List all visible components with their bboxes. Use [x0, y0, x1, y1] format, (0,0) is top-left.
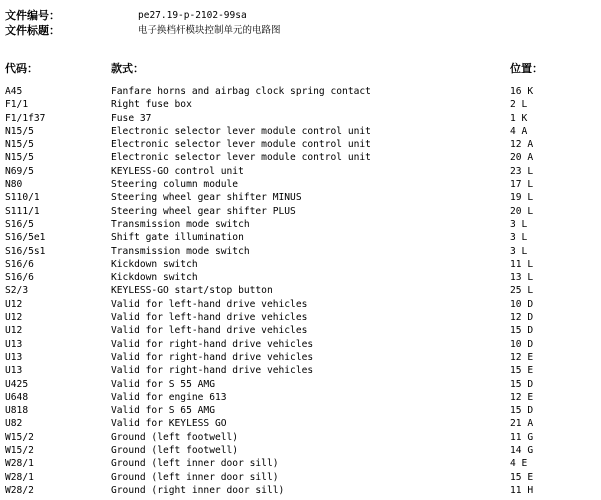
component-description: Valid for right-hand drive vehicles — [111, 338, 314, 350]
component-description: Ground (right inner door sill) — [111, 484, 285, 496]
component-description: Valid for engine 613 — [111, 391, 227, 403]
component-description: Shift gate illumination — [111, 232, 244, 244]
component-code: W28/2 — [5, 484, 34, 496]
column-header-code: 代码： — [5, 62, 38, 75]
component-description: Valid for left-hand drive vehicles — [111, 298, 308, 310]
doc-title-label: 文件标题： — [5, 24, 60, 37]
table-row — [5, 218, 601, 231]
component-position: 4 E — [510, 458, 528, 470]
component-position: 23 L — [510, 165, 534, 177]
component-code: N15/5 — [5, 125, 34, 137]
table-row — [5, 205, 601, 218]
component-description: Fanfare horns and airbag clock spring contact — [111, 86, 371, 97]
component-code: S16/5 — [5, 218, 34, 230]
table-row — [5, 471, 601, 484]
component-position: 15 D — [510, 325, 534, 337]
component-code: F1/1f37 — [5, 112, 46, 124]
table-row — [5, 404, 601, 417]
component-position: 21 A — [510, 418, 534, 430]
component-position: 20 A — [510, 152, 534, 164]
component-position: 10 D — [510, 338, 534, 350]
table-row — [5, 178, 601, 191]
component-description: Valid for KEYLESS GO — [111, 418, 227, 430]
component-code: S2/3 — [5, 285, 29, 297]
component-position: 12 E — [510, 351, 534, 363]
component-code: W28/1 — [5, 458, 34, 470]
component-description: Fuse 37 — [111, 112, 152, 124]
component-description: Valid for left-hand drive vehicles — [111, 325, 308, 337]
component-position: 11 G — [510, 431, 534, 443]
component-list — [5, 85, 601, 497]
table-row — [5, 351, 601, 364]
component-code: N69/5 — [5, 165, 34, 177]
table-row — [5, 378, 601, 391]
component-position: 3 L — [510, 245, 528, 257]
table-row — [5, 417, 601, 430]
component-description: Ground (left footwell) — [111, 445, 239, 457]
table-row — [5, 125, 601, 138]
component-code: S16/6 — [5, 272, 34, 284]
component-code: U818 — [5, 405, 29, 417]
component-description: Valid for S 55 AMG — [111, 378, 215, 390]
component-position: 13 L — [510, 272, 534, 284]
table-row — [5, 391, 601, 404]
component-code: U648 — [5, 391, 29, 403]
component-description: Transmission mode switch — [111, 218, 250, 230]
component-code: N15/5 — [5, 152, 34, 164]
component-position: 14 G — [510, 445, 534, 457]
component-code: S110/1 — [5, 192, 40, 204]
column-header-position: 位置： — [510, 62, 543, 75]
component-description: Ground (left inner door sill) — [111, 458, 279, 470]
table-row — [5, 298, 601, 311]
table-row — [5, 231, 601, 244]
component-code: U82 — [5, 418, 23, 430]
component-description: Right fuse box — [111, 99, 192, 111]
table-row — [5, 284, 601, 297]
table-row — [5, 112, 601, 125]
component-position: 17 L — [510, 179, 534, 191]
component-code: U13 — [5, 338, 23, 350]
component-description: Steering column module — [111, 179, 239, 191]
component-description: Electronic selector lever module control unit — [111, 125, 371, 137]
component-code: U12 — [5, 312, 23, 324]
component-description: Valid for right-hand drive vehicles — [111, 365, 314, 377]
component-code: U425 — [5, 378, 29, 390]
component-code: A45 — [5, 86, 23, 97]
component-code: N80 — [5, 179, 23, 191]
component-description: Kickdown switch — [111, 258, 198, 270]
component-description: Steering wheel gear shifter PLUS — [111, 205, 296, 217]
table-row — [5, 245, 601, 258]
table-row — [5, 271, 601, 284]
table-row — [5, 364, 601, 377]
component-description: Steering wheel gear shifter MINUS — [111, 192, 302, 204]
component-code: W15/2 — [5, 445, 34, 457]
table-row — [5, 98, 601, 111]
component-description: Valid for right-hand drive vehicles — [111, 351, 314, 363]
table-row — [5, 191, 601, 204]
component-position: 20 L — [510, 205, 534, 217]
table-row — [5, 431, 601, 444]
component-description: Kickdown switch — [111, 272, 198, 284]
component-position: 12 D — [510, 312, 534, 324]
table-row — [5, 444, 601, 457]
component-position: 3 L — [510, 232, 528, 244]
component-code: W28/1 — [5, 471, 34, 483]
component-code: F1/1 — [5, 99, 29, 111]
component-position: 4 A — [510, 125, 528, 137]
component-description: Electronic selector lever module control unit — [111, 139, 371, 151]
table-row — [5, 85, 601, 98]
component-position: 1 K — [510, 112, 528, 124]
doc-number-label: 文件编号： — [5, 9, 60, 22]
component-description: Valid for left-hand drive vehicles — [111, 312, 308, 324]
component-code: U13 — [5, 351, 23, 363]
doc-title-value: 电子换档杆模块控制单元的电路图 — [138, 25, 281, 36]
table-row — [5, 484, 601, 497]
component-code: S16/5s1 — [5, 245, 46, 257]
component-position: 19 L — [510, 192, 534, 204]
component-code: S16/5e1 — [5, 232, 46, 244]
table-row — [5, 324, 601, 337]
component-position: 25 L — [510, 285, 534, 297]
component-position: 11 L — [510, 258, 534, 270]
component-description: KEYLESS-GO start/stop button — [111, 285, 273, 297]
component-position: 12 E — [510, 391, 534, 403]
component-position: 16 K — [510, 86, 534, 97]
component-position: 2 L — [510, 99, 528, 111]
component-code: S111/1 — [5, 205, 40, 217]
component-position: 15 D — [510, 405, 534, 417]
table-row — [5, 457, 601, 470]
component-position: 12 A — [510, 139, 534, 151]
table-row — [5, 258, 601, 271]
component-code: U13 — [5, 365, 23, 377]
component-description: Ground (left inner door sill) — [111, 471, 279, 483]
component-code: N15/5 — [5, 139, 34, 151]
component-code: W15/2 — [5, 431, 34, 443]
table-row — [5, 165, 601, 178]
component-description: Valid for S 65 AMG — [111, 405, 215, 417]
column-header-description: 款式： — [111, 62, 144, 75]
component-position: 3 L — [510, 218, 528, 230]
component-description: Electronic selector lever module control unit — [111, 152, 371, 164]
table-row — [5, 151, 601, 164]
column-headers — [5, 60, 601, 74]
component-position: 11 H — [510, 484, 534, 496]
component-description: Ground (left footwell) — [111, 431, 239, 443]
table-row — [5, 338, 601, 351]
component-description: KEYLESS-GO control unit — [111, 165, 244, 177]
component-description: Transmission mode switch — [111, 245, 250, 257]
component-code: U12 — [5, 298, 23, 310]
table-row — [5, 311, 601, 324]
component-code: U12 — [5, 325, 23, 337]
table-row — [5, 138, 601, 151]
component-position: 15 E — [510, 365, 534, 377]
component-code: S16/6 — [5, 258, 34, 270]
component-position: 15 E — [510, 471, 534, 483]
component-position: 15 D — [510, 378, 534, 390]
component-position: 10 D — [510, 298, 534, 310]
doc-number-value: pe27.19-p-2102-99sa — [138, 10, 247, 21]
